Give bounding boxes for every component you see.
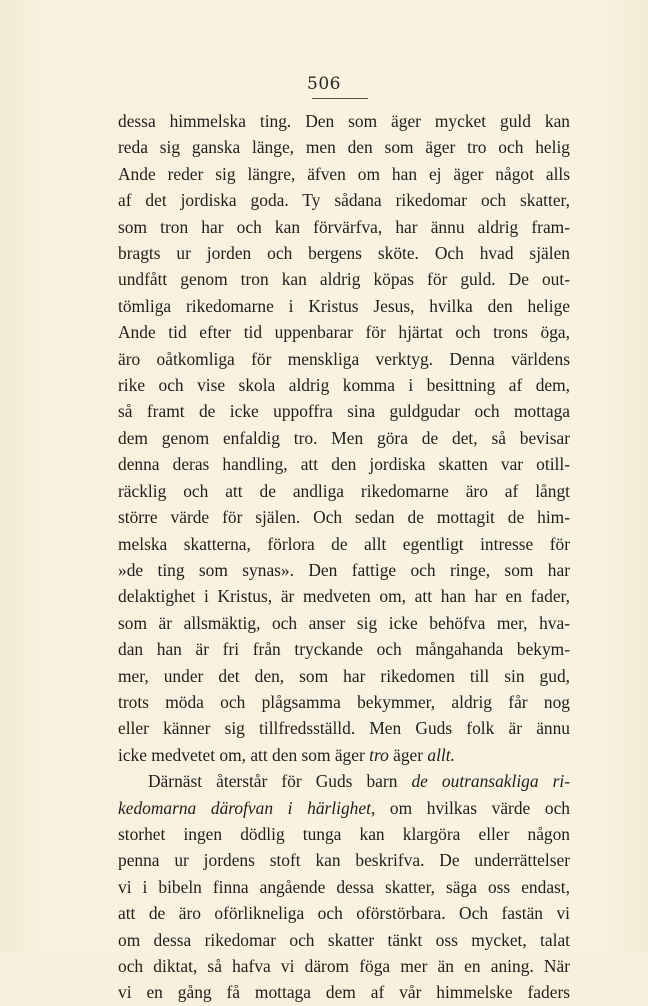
page-number-rule xyxy=(312,98,368,99)
text-line xyxy=(118,398,570,424)
text-segment: delaktighet i Kristus, är medveten om, att han har en fader, xyxy=(118,586,570,607)
text-line xyxy=(118,425,570,451)
text-line xyxy=(118,636,570,662)
text-segment: bragts ur jorden och bergens sköte. Och hvad själen xyxy=(118,243,570,264)
text-line xyxy=(118,108,570,134)
text-segment: mer, under det den, som har rikedomen till sin gud, xyxy=(118,665,570,686)
text-line xyxy=(118,504,570,530)
text-segment: om dessa rikedomar och skatter tänkt oss mycket, talat xyxy=(118,929,570,950)
text-segment: denna deras handling, att den jordiska skatten var otill- xyxy=(118,454,570,475)
text-segment: att de äro oförlikneliga och oförstörbara. Och fastän vi xyxy=(118,903,570,924)
text-line xyxy=(118,927,570,953)
text-segment: som är allsmäktig, och anser sig icke behöfva mer, hva- xyxy=(118,612,570,633)
italic-text: tro xyxy=(369,744,389,765)
text-line xyxy=(118,266,570,292)
text-segment: större värde för själen. Och sedan de mottagit de him- xyxy=(118,507,570,528)
text-segment: så framt de icke uppoffra sina guldgudar och mottaga xyxy=(118,401,570,422)
text-segment: trots möda och plågsamma bekymmer, aldrig får nog xyxy=(118,691,570,712)
text-segment: dessa himmelska ting. Den som äger mycket guld kan xyxy=(118,111,570,131)
text-segment: dem genom enfaldig tro. Men göra de det, så bevisar xyxy=(118,427,570,448)
text-line xyxy=(118,319,570,345)
text-segment: äger xyxy=(388,744,428,765)
text-line xyxy=(118,874,570,900)
text-segment: undfått genom tron kan aldrig köpas för guld. De out- xyxy=(118,269,570,290)
text-line xyxy=(118,610,570,636)
page-number: 506 xyxy=(307,74,341,94)
italic-text: kedomarna därofvan i härlighet, xyxy=(118,797,376,818)
text-segment: äro oåtkomliga för menskliga verktyg. Denna världens xyxy=(118,348,570,369)
text-segment: icke medvetet om, att den som äger xyxy=(118,744,370,765)
text-line xyxy=(118,372,570,398)
text-segment: »de ting som synas». Den fattige och ringe, som har xyxy=(118,559,570,580)
text-segment: rike och vise skola aldrig komma i besittning af dem, xyxy=(118,375,570,396)
text-segment: melska skatterna, förlora de allt egentligt intresse för xyxy=(118,533,570,554)
text-segment: Ande reder sig längre, äfven om han ej äger något alls xyxy=(118,163,570,184)
text-line xyxy=(118,979,570,1005)
text-line xyxy=(118,715,570,741)
text-line xyxy=(118,531,570,557)
text-line xyxy=(118,821,570,847)
text-line xyxy=(118,214,570,240)
text-segment: tömliga rikedomarne i Kristus Jesus, hvilka den helige xyxy=(118,295,570,316)
text-segment: Därnäst återstår för Guds barn xyxy=(148,771,412,792)
text-line xyxy=(118,293,570,319)
text-line xyxy=(118,847,570,873)
text-segment: dan han är fri från tryckande och mångahanda bekym- xyxy=(118,639,570,660)
text-segment: och diktat, så hafva vi därom föga mer än en aning. När xyxy=(118,956,570,976)
text-line xyxy=(118,557,570,583)
text-segment: reda sig ganska länge, men den som äger tro och helig xyxy=(118,137,570,158)
text-line xyxy=(118,742,570,768)
text-segment: vi en gång få mottaga dem af vår himmelske faders xyxy=(118,982,570,1003)
text-line xyxy=(118,161,570,187)
text-line xyxy=(118,240,570,266)
text-segment: räcklig och att de andliga rikedomarne äro af långt xyxy=(118,480,570,501)
body-text xyxy=(118,108,570,1006)
text-segment: som tron har och kan förvärfva, har ännu aldrig fram- xyxy=(118,216,570,237)
text-line xyxy=(118,346,570,372)
text-segment: eller känner sig tillfredsställd. Men Guds folk är ännu xyxy=(118,718,570,739)
text-segment: storhet ingen dödlig tunga kan klargöra eller någon xyxy=(118,823,570,844)
text-segment: om hvilkas värde och xyxy=(375,797,570,818)
text-line xyxy=(118,187,570,213)
text-line xyxy=(118,134,570,160)
text-line xyxy=(118,478,570,504)
text-line xyxy=(118,663,570,689)
text-line xyxy=(118,689,570,715)
italic-text: de outransakliga ri- xyxy=(411,771,570,792)
text-line xyxy=(118,953,570,979)
text-line xyxy=(118,795,570,821)
text-line xyxy=(118,583,570,609)
text-line xyxy=(118,451,570,477)
text-segment: af det jordiska goda. Ty sådana rikedomar och skatter, xyxy=(118,190,570,211)
text-segment: Ande tid efter tid uppenbarar för hjärtat och trons öga, xyxy=(118,322,570,343)
italic-text: allt. xyxy=(427,744,455,765)
text-segment: vi i bibeln finna angående dessa skatter, säga oss endast, xyxy=(118,876,570,897)
text-line xyxy=(118,768,570,794)
text-segment: penna ur jordens stoft kan beskrifva. De underrättelser xyxy=(118,850,570,871)
text-line xyxy=(118,900,570,926)
